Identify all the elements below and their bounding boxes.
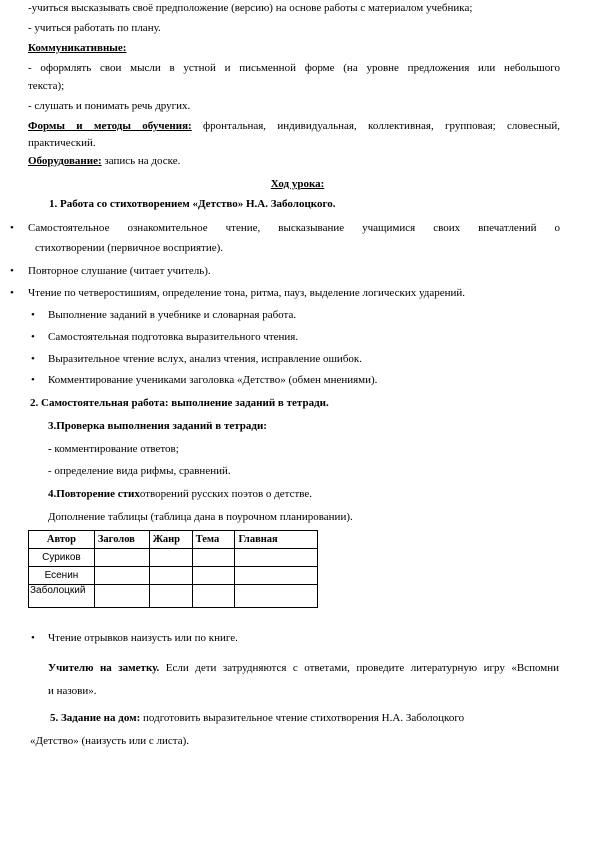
table-cell xyxy=(94,585,149,608)
bullet-icon: • xyxy=(31,632,35,644)
table-header: Заголов xyxy=(94,531,149,549)
table-cell xyxy=(149,567,192,585)
table-cell: Суриков xyxy=(29,549,95,567)
list-item: Самостоятельное ознакомительное чтение, высказывание учащимися своих впечатлений о xyxy=(28,222,560,234)
homework-label: 5. Задание на дом: xyxy=(50,712,141,724)
table-header: Главная xyxy=(235,531,318,549)
homework-text: подготовить выразительное чтение стихотворения Н.А. Заболоцкого xyxy=(140,712,465,724)
table-cell xyxy=(149,549,192,567)
text-line: и назови». xyxy=(48,685,97,697)
text-line xyxy=(48,442,179,456)
table-cell xyxy=(235,585,318,608)
homework-line xyxy=(50,711,464,725)
list-item: Выразительное чтение вслух, анализ чтения, исправление ошибок. xyxy=(48,353,363,365)
section-heading xyxy=(48,487,312,501)
table-cell xyxy=(94,567,149,585)
table-cell: Есенин xyxy=(29,567,95,585)
table-row xyxy=(29,549,318,567)
section-heading: 3.Проверка выполнения заданий в тетради: xyxy=(48,420,267,432)
equipment-line xyxy=(28,154,180,168)
note-text: Если дети затрудняются с ответами, проведите литературную игру «Вспомни xyxy=(159,662,559,674)
equipment-text: запись на доске. xyxy=(101,155,181,167)
table-cell xyxy=(235,549,318,567)
note-line xyxy=(48,661,559,675)
forms-label: Формы и методы обучения: xyxy=(28,120,192,132)
list-item: Комментирование учениками заголовка «Детство» (обмен мнениями). xyxy=(48,374,378,386)
section-heading: Коммуникативные: xyxy=(28,42,127,54)
table-header: Жанр xyxy=(149,531,192,549)
bullet-icon: • xyxy=(31,331,35,343)
bullet-icon: • xyxy=(31,374,35,386)
section-4-rest: отворений русских поэтов о детстве. xyxy=(139,488,313,500)
text-line: «Детство» (наизусть или с листа). xyxy=(30,735,190,747)
section-heading: 1. Работа со стихотворением «Детство» Н.А. Заболоцкого. xyxy=(49,198,336,210)
table-cell xyxy=(94,549,149,567)
list-item: Чтение по четверостишиям, определение тона, ритма, пауз, выделение логических ударений. xyxy=(28,287,466,299)
text-line: текста); xyxy=(28,80,65,92)
bullet-icon: • xyxy=(10,287,14,299)
list-item: стихотворении (первичное восприятие). xyxy=(35,242,224,254)
authors-table xyxy=(28,530,318,608)
text-line: - оформлять свои мысли в устной и письменной форме (на уровне предложения или небольшого xyxy=(28,62,560,74)
dash: - xyxy=(48,443,52,455)
table-row xyxy=(29,585,318,608)
text-line: Дополнение таблицы (таблица дана в поурочном планировании). xyxy=(48,511,353,523)
bullet-icon: • xyxy=(31,353,35,365)
bullet-icon: • xyxy=(31,309,35,321)
bullet-icon: • xyxy=(10,222,14,234)
table-cell xyxy=(192,549,235,567)
forms-text: фронтальная, индивидуальная, коллективная, групповая; словесный, xyxy=(191,120,560,132)
table-header: Тема xyxy=(192,531,235,549)
table-cell xyxy=(192,585,235,608)
text-line: - определение вида рифмы, сравнений. xyxy=(48,465,231,477)
table-row xyxy=(29,567,318,585)
table-cell xyxy=(149,585,192,608)
text-line: -учиться высказывать своё предположение (версию) на основе работы с материалом учебника; xyxy=(28,2,473,14)
text-line: практический. xyxy=(28,137,96,149)
list-item: Выполнение заданий в учебнике и словарная работа. xyxy=(48,309,297,321)
table-cell xyxy=(235,567,318,585)
equipment-label: Оборудование: xyxy=(28,155,102,167)
lesson-title: Ход урока: xyxy=(270,178,325,190)
bullet-icon: • xyxy=(10,265,14,277)
list-item: Повторное слушание (читает учитель). xyxy=(28,265,211,277)
table-cell: Заболоцкий xyxy=(29,585,95,608)
note-label: Учителю на заметку. xyxy=(48,662,160,674)
table-header-row xyxy=(29,531,318,549)
table-cell xyxy=(192,567,235,585)
dash-text: комментирование ответов; xyxy=(51,443,179,455)
list-item: Чтение отрывков наизусть или по книге. xyxy=(48,632,238,644)
text-line: - слушать и понимать речь других. xyxy=(28,100,191,112)
list-item: Самостоятельная подготовка выразительного чтения. xyxy=(48,331,299,343)
table-header: Автор xyxy=(29,531,95,549)
section-heading: 2. Самостоятельная работа: выполнение заданий в тетради. xyxy=(30,397,329,409)
forms-line xyxy=(28,119,560,133)
section-4-bold: 4.Повторение стих xyxy=(48,488,140,500)
text-line: - учиться работать по плану. xyxy=(28,22,161,34)
